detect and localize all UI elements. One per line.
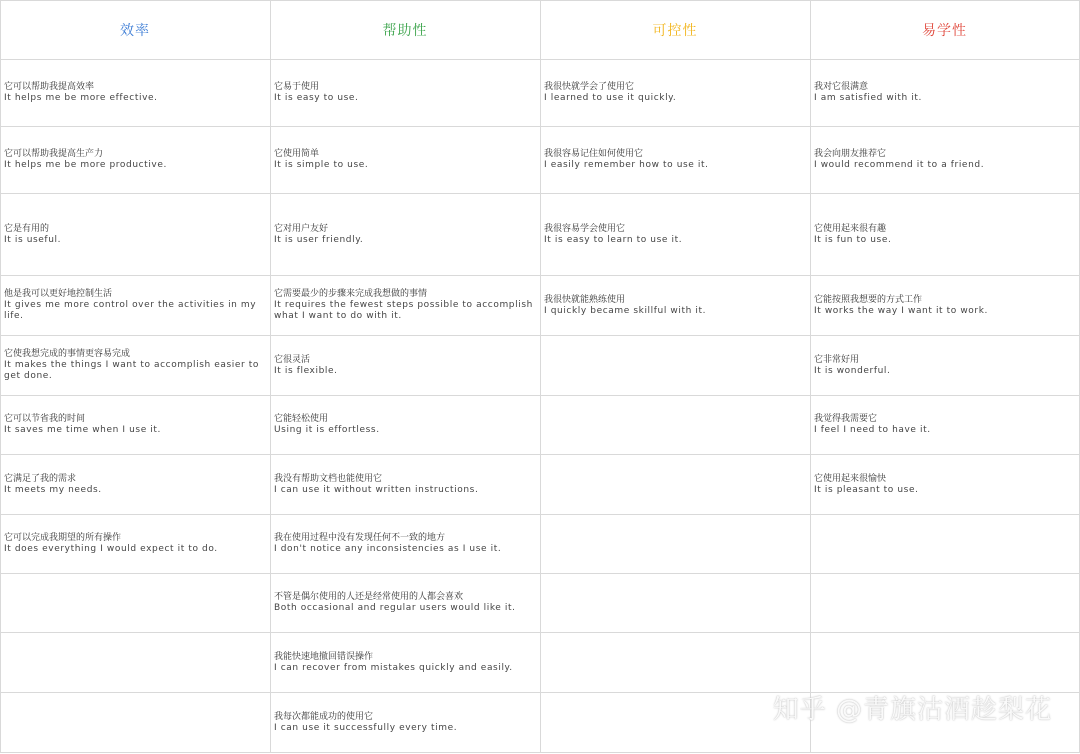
table-cell [541,396,811,455]
table-cell [811,633,1080,693]
table-cell [811,574,1080,633]
item-english-text: It is flexible. [274,365,338,376]
item-english-text: I learned to use it quickly. [544,93,677,103]
item-chinese-text: 我没有帮助文档也能使用它 [274,473,383,484]
table-cell [1,276,271,336]
item-chinese-text: 它可以帮助我提高生产力 [4,149,104,159]
item-chinese-text: 它能按照我想要的方式工作 [814,294,923,305]
item-chinese-text: 它满足了我的需求 [4,473,77,484]
table-cell [1,336,271,396]
item-english-text: I can use it without written instructions. [274,484,479,495]
table-cell [541,276,811,336]
item-english-text: It is easy to learn to use it. [544,234,683,245]
table-cell [541,127,811,194]
item-english-text: It does everything I would expect it to do. [4,544,218,554]
item-chinese-text: 它易于使用 [274,82,320,92]
table-cell [541,693,811,753]
table-row [1,60,1080,127]
item-english-text: I don't notice any inconsistencies as I use it. [274,544,502,554]
item-chinese-text: 它可以完成我期望的所有操作 [4,533,122,543]
table-cell [271,633,541,693]
table-row [1,515,1080,574]
item-english-text: It helps me be more productive. [4,160,167,170]
table-row [1,336,1080,396]
item-chinese-text: 它是有用的 [4,223,50,234]
item-chinese-text: 它对用户友好 [274,223,329,234]
item-chinese-text: 我很容易学会使用它 [544,223,626,234]
item-english-text: It is easy to use. [274,93,359,103]
item-english-text: I can recover from mistakes quickly and easily. [274,662,513,673]
item-chinese-text: 它很灵活 [274,354,311,365]
item-chinese-text: 我能快速地撤回错误操作 [274,651,374,662]
item-chinese-text: 它非常好用 [814,354,860,365]
table-cell [1,574,271,633]
item-english-text: It makes the things I want to accomplish easier to get done. [4,360,260,381]
item-english-text: It is simple to use. [274,160,369,170]
table-cell [271,455,541,515]
table-cell [271,276,541,336]
item-english-text: It requires the fewest steps possible to accomplish what I want to do with it. [274,300,533,321]
item-english-text: I quickly became skillful with it. [544,305,707,316]
item-chinese-text: 它使用起来很有趣 [814,223,887,234]
item-english-text: Both occasional and regular users would like it. [274,603,516,613]
item-english-text: Using it is effortless. [274,425,380,435]
table-cell [811,396,1080,455]
item-chinese-text: 它需要最少的步骤来完成我想做的事情 [274,289,428,299]
table-cell [811,336,1080,396]
item-chinese-text: 它能轻松使用 [274,414,329,424]
item-english-text: It is pleasant to use. [814,484,919,495]
table-cell [271,693,541,753]
item-chinese-text: 它使我想完成的事情更容易完成 [4,349,131,359]
item-english-text: It is wonderful. [814,365,891,376]
table-cell [271,574,541,633]
table-cell [811,276,1080,336]
table-row [1,455,1080,515]
item-english-text: It works the way I want it to work. [814,305,988,316]
item-english-text: It is useful. [4,234,62,245]
item-chinese-text: 它使用简单 [274,149,320,159]
item-english-text: I can use it successfully every time. [274,722,458,733]
header-controllability: 可控性 [541,1,811,60]
item-chinese-text: 我对它很满意 [814,82,869,92]
table-row [1,574,1080,633]
item-english-text: I easily remember how to use it. [544,160,709,170]
header-learnability: 易学性 [811,1,1080,60]
table-cell [1,396,271,455]
item-english-text: It gives me more control over the activities in my life. [4,300,257,321]
item-chinese-text: 我会向朋友推荐它 [814,149,887,159]
item-chinese-text: 我很快就学会了使用它 [544,82,635,92]
item-chinese-text: 我觉得我需要它 [814,414,878,424]
item-english-text: It helps me be more effective. [4,93,158,103]
table-cell [1,194,271,276]
table-cell [541,515,811,574]
header-efficiency: 效率 [1,1,271,60]
table-cell [541,60,811,127]
table-cell [541,455,811,515]
table-cell [1,455,271,515]
table-cell [811,515,1080,574]
item-english-text: It is user friendly. [274,234,364,245]
item-chinese-text: 它使用起来很愉快 [814,473,887,484]
table-row [1,633,1080,693]
table-cell [271,194,541,276]
item-english-text: It saves me time when I use it. [4,425,161,435]
item-chinese-text: 他是我可以更好地控制生活 [4,289,113,299]
item-chinese-text: 我每次都能成功的使用它 [274,711,374,722]
table-cell [1,127,271,194]
item-chinese-text: 不管是偶尔使用的人还是经常使用的人都会喜欢 [274,592,464,602]
item-chinese-text: 我很快就能熟练使用 [544,294,626,305]
table-cell [541,336,811,396]
table-cell [541,194,811,276]
item-english-text: It meets my needs. [4,484,102,495]
table-cell [271,60,541,127]
table-cell [811,60,1080,127]
table-cell [271,396,541,455]
item-chinese-text: 我在使用过程中没有发现任何不一致的地方 [274,533,446,543]
table-cell [1,633,271,693]
table-cell [271,515,541,574]
item-english-text: I would recommend it to a friend. [814,160,985,170]
table-cell [271,336,541,396]
table-row [1,127,1080,194]
table-cell [541,574,811,633]
item-english-text: I am satisfied with it. [814,93,923,103]
table-row [1,396,1080,455]
item-chinese-text: 它可以帮助我提高效率 [4,82,95,92]
table-cell [811,127,1080,194]
header-row [1,1,1080,60]
watermark: 知乎 @青旗沽酒趁梨花 [772,695,1052,725]
table-cell [811,194,1080,276]
header-helpfulness: 帮助性 [271,1,541,60]
table-row [1,194,1080,276]
table-row [1,276,1080,336]
table-cell [271,127,541,194]
table-cell [1,693,271,753]
item-english-text: I feel I need to have it. [814,425,931,435]
table-cell [1,60,271,127]
table-cell [811,455,1080,515]
item-chinese-text: 它可以节省我的时间 [4,414,86,424]
item-chinese-text: 我很容易记住如何使用它 [544,149,644,159]
table-cell [541,633,811,693]
item-english-text: It is fun to use. [814,234,892,245]
table-cell [1,515,271,574]
